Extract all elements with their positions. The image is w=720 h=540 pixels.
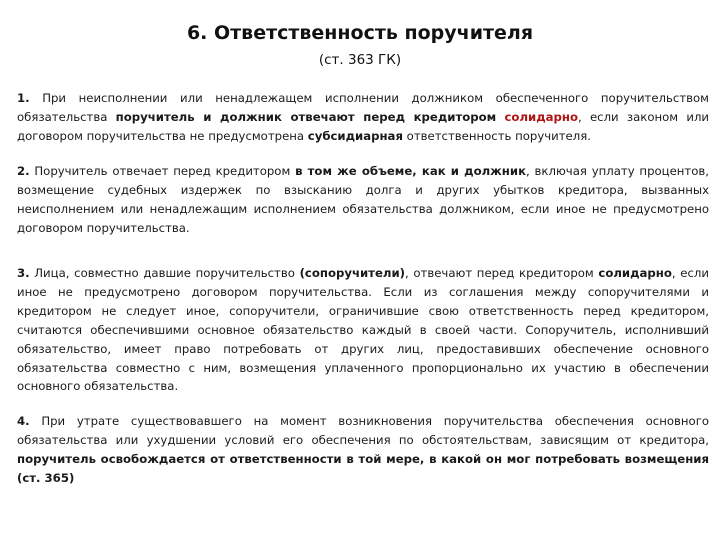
paragraph-number: 3. [17,266,30,280]
slide-title: 6. Ответственность поручителя [186,22,534,44]
paragraph-bold-text: (сопоручители) [299,266,405,280]
paragraph-4 [17,412,709,488]
paragraph-2 [17,162,709,238]
paragraph-number: 2. [17,164,30,178]
paragraph-number: 1. [17,91,30,105]
slide-subtitle: (ст. 363 ГК) [318,52,402,68]
paragraph-1 [17,89,709,146]
paragraph-text: , если иное не предусмотрено договором поручительства. Если из соглашения между сопоручителями и кредитором не следует иное, сопоручители, ограничившие свою ответственность перед кредитором, считаются обеспечившими основное обязательство каждый в своей части. Сопоручитель, исполнивший обязательство, имеет право потребовать от других лиц, предоставивших обеспечение основного обязательства совместно с ним, возмещения уплаченного пропорционально их участию в обеспечении основного обязательства. [17,266,709,394]
paragraph-bold-text: поручитель освобождается от ответственности в той мере, в какой он мог потребовать возмещения (ст. 365) [17,451,709,485]
paragraph-text: Лица, совместно давшие поручительство [29,266,300,280]
paragraph-text: , если законом или договором поручительства не предусмотрена [17,109,710,143]
paragraph-number: 4. [17,414,30,428]
paragraph-text: Поручитель отвечает перед кредитором [29,164,296,178]
paragraph-highlight-text: солидарно [504,109,578,124]
paragraph-text: При неисполнении или ненадлежащем исполнении должником обеспеченного поручительством обязательства [17,91,709,124]
paragraph-bold-text: субсидиарная [307,128,403,143]
paragraph-3 [17,264,709,396]
paragraph-text: , включая уплату процентов, возмещение судебных издержек по взысканию долга и других убытков кредитора, вызванных неисполнением или ненадлежащим исполнением обязательства должником, если иное не предусмотрено договором поручительства. [17,164,709,235]
paragraph-text: При утрате существовавшего на момент возникновения поручительства обеспечения основного обязательства или ухудшении условий его обеспечения по обстоятельствам, зависящим от кредитора, [17,414,709,447]
paragraph-bold-text: в том же объеме, как и должник [295,164,527,178]
paragraph-text: , отвечают перед кредитором [404,266,599,280]
paragraph-bold-text: поручитель и должник отвечают перед кредитором [115,109,497,124]
paragraph-bold-text: солидарно [598,266,672,280]
paragraph-text: ответственность поручителя. [402,128,591,143]
